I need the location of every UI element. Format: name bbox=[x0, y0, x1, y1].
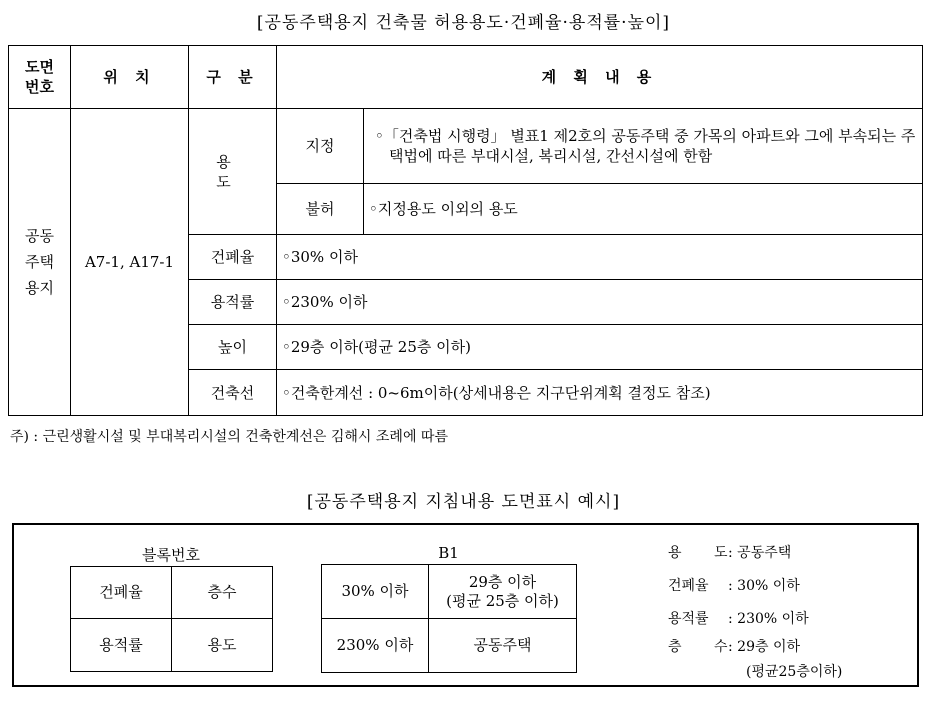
summary-floors-label: 층 수 bbox=[668, 639, 742, 655]
building-line-text: ◦건축한계선 : 0~6m이하(상세내용은 지구단위계획 결정도 참조) bbox=[277, 370, 923, 416]
summary-use bbox=[668, 542, 791, 562]
summary-floors-value: : 29층 이하 bbox=[728, 639, 801, 655]
designated-text: ◦「건축법 시행령」 별표1 제2호의 공동주택 중 가목의 아파트와 그에 부속되는 주택법에 따른 부대시설, 복리시설, 간선시설에 한함 bbox=[375, 127, 916, 165]
designated-label: 지정 bbox=[277, 109, 364, 184]
floor-area-ratio-label: 용적률 bbox=[189, 280, 277, 325]
header-location: 위 치 bbox=[71, 46, 189, 109]
b1-floors-line1: 29층 이하 bbox=[468, 572, 537, 591]
designated-text-cell bbox=[364, 109, 923, 184]
footnote: 주) : 근린생활시설 및 부대복리시설의 건축한계선은 김해시 조례에 따름 bbox=[10, 429, 448, 445]
summary-floors bbox=[668, 636, 800, 656]
summary-use-label: 용 도 bbox=[668, 545, 742, 561]
header-category: 구 분 bbox=[189, 46, 277, 109]
b1-floors-line2: (평균 25층 이하) bbox=[446, 591, 559, 610]
b1-floor-area-ratio: 230% 이하 bbox=[322, 619, 429, 673]
b1-use: 공동주택 bbox=[429, 619, 577, 673]
regulation-title: [공동주택용지 건축물 허용용도·건폐율·용적률·높이] bbox=[256, 13, 671, 33]
drawing-no-cell bbox=[9, 109, 71, 416]
regulation-table bbox=[8, 45, 923, 416]
location-cell: A7-1, A17-1 bbox=[71, 109, 189, 416]
summary-coverage bbox=[668, 575, 800, 595]
summary-floor-area-ratio-value: : 230% 이하 bbox=[728, 611, 809, 627]
summary-coverage-label: 건폐율 bbox=[668, 578, 709, 594]
drawing-no-text: 공동 주택 용지 bbox=[25, 227, 54, 297]
legend-grid bbox=[70, 566, 273, 672]
header-plan: 계 획 내 용 bbox=[277, 46, 923, 109]
prohibited-label: 불허 bbox=[277, 184, 364, 235]
prohibited-text: ◦지정용도 이외의 용도 bbox=[364, 184, 923, 235]
summary-floor-area-ratio-label: 용적률 bbox=[668, 611, 709, 627]
summary-use-value: : 공동주택 bbox=[728, 545, 792, 561]
b1-floors bbox=[429, 565, 577, 619]
header-drawing-no-text: 도면 번호 bbox=[25, 58, 54, 96]
legend-floor-area-ratio: 용적률 bbox=[71, 619, 172, 672]
legend-floors: 층수 bbox=[172, 567, 273, 619]
height-label: 높이 bbox=[189, 325, 277, 370]
use-label: 용 도 bbox=[189, 109, 277, 235]
b1-grid bbox=[321, 564, 577, 673]
summary-coverage-value: : 30% 이하 bbox=[728, 578, 800, 594]
header-drawing-no bbox=[9, 46, 71, 109]
coverage-text: ◦30% 이하 bbox=[277, 235, 923, 280]
floor-area-ratio-text: ◦230% 이하 bbox=[277, 280, 923, 325]
b1-coverage: 30% 이하 bbox=[322, 565, 429, 619]
summary-floor-area-ratio bbox=[668, 608, 809, 628]
example-title: [공동주택용지 지침내용 도면표시 예시] bbox=[306, 492, 621, 512]
legend-title: 블록번호 bbox=[142, 546, 200, 564]
summary-floors-average: (평균25층이하) bbox=[746, 664, 843, 680]
b1-title: B1 bbox=[438, 544, 459, 562]
building-line-label: 건축선 bbox=[189, 370, 277, 416]
legend-use: 용도 bbox=[172, 619, 273, 672]
coverage-label: 건폐율 bbox=[189, 235, 277, 280]
height-text: ◦29층 이하(평균 25층 이하) bbox=[277, 325, 923, 370]
legend-coverage: 건폐율 bbox=[71, 567, 172, 619]
